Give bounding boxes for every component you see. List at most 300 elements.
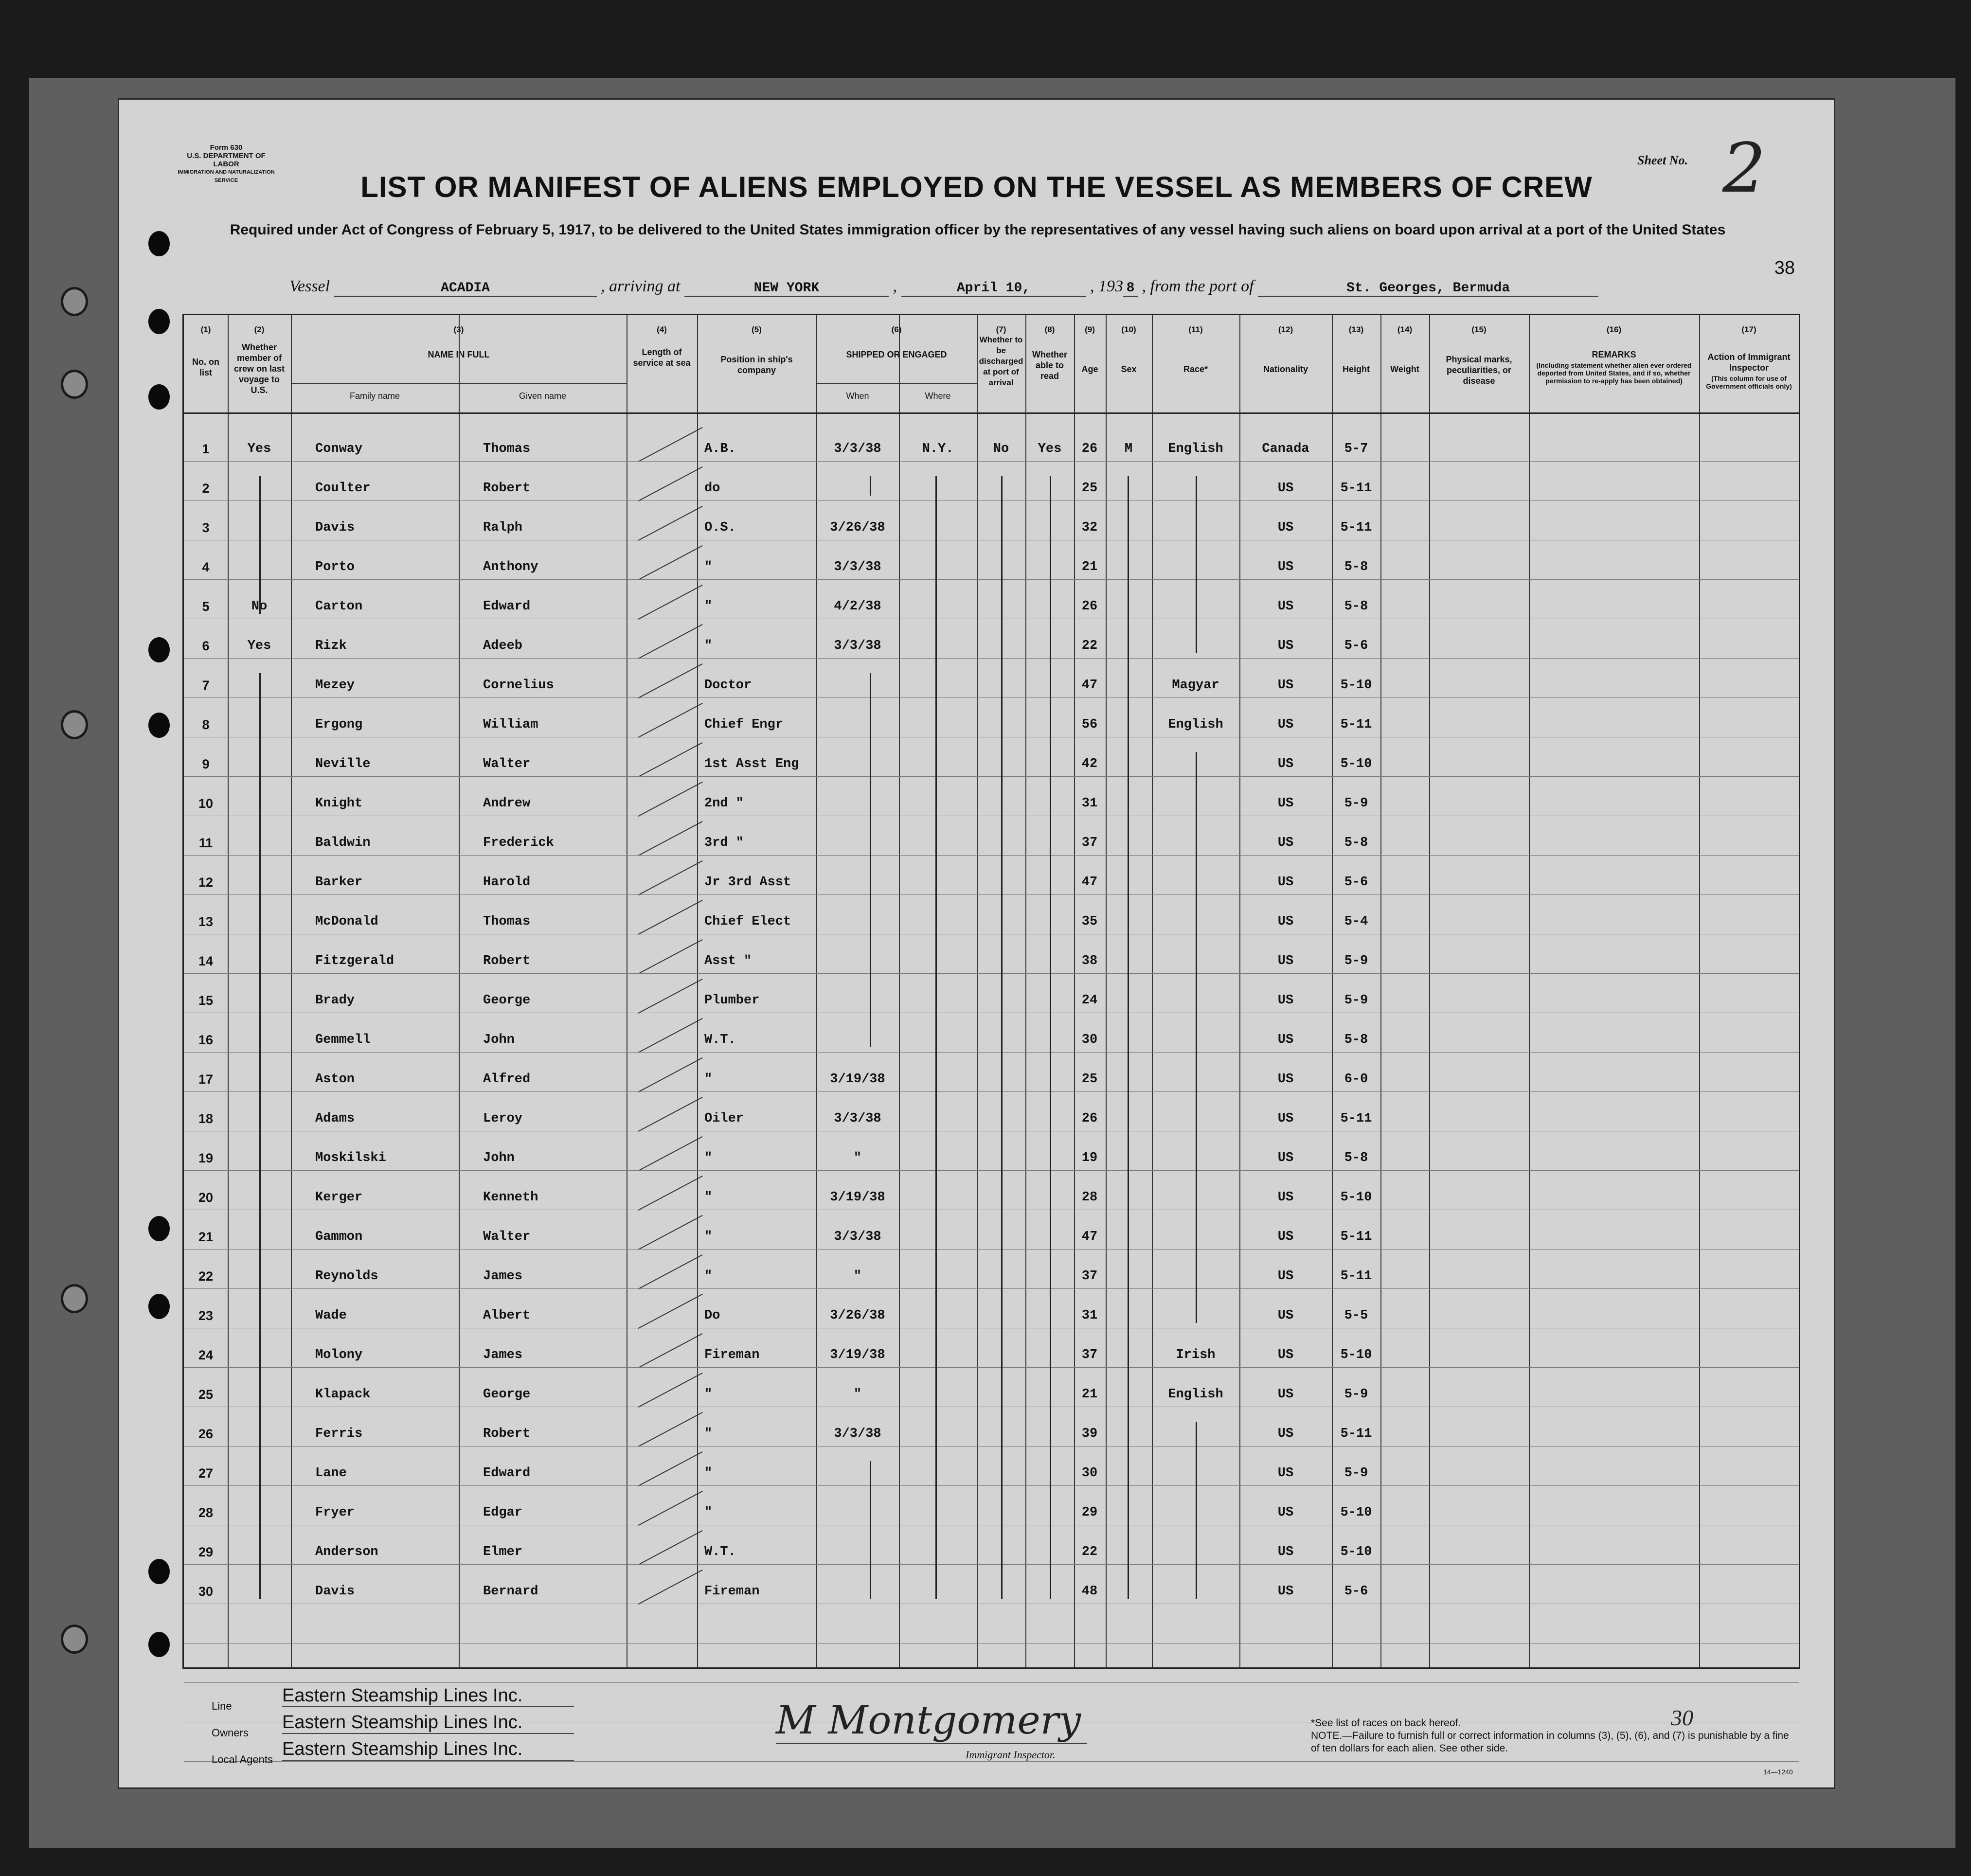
cell-when: " bbox=[853, 1269, 862, 1284]
departure-port: St. Georges, Bermuda bbox=[1258, 281, 1598, 297]
binder-ring bbox=[61, 1625, 88, 1654]
cell-position: " bbox=[704, 1466, 713, 1481]
punch-hole bbox=[148, 1632, 170, 1657]
cell-read: Yes bbox=[1038, 442, 1062, 456]
cell-no: 9 bbox=[202, 757, 210, 771]
cell-when: 3/3/38 bbox=[834, 1427, 881, 1441]
cell-no: 3 bbox=[202, 520, 210, 535]
cell-no: 15 bbox=[198, 993, 214, 1008]
vessel-label: Vessel bbox=[289, 277, 330, 295]
ditto-line bbox=[1196, 752, 1197, 1323]
cell-position: Chief Engr bbox=[704, 717, 784, 732]
cell-when: 4/2/38 bbox=[834, 599, 881, 614]
cell-nationality: US bbox=[1277, 993, 1294, 1008]
cell-nationality: US bbox=[1277, 1269, 1294, 1284]
cell-no: 1 bbox=[202, 442, 210, 456]
service-tick-mark bbox=[638, 506, 702, 541]
column-number: (14) bbox=[1397, 325, 1413, 334]
cell-position: Doctor bbox=[704, 678, 752, 693]
cell-when: 3/26/38 bbox=[830, 1308, 885, 1323]
cell-nationality: US bbox=[1277, 1151, 1294, 1165]
service-tick-mark bbox=[638, 1451, 702, 1486]
row-rule bbox=[184, 1564, 1799, 1565]
cell-given: Edward bbox=[483, 1466, 531, 1481]
ditto-line bbox=[259, 673, 261, 1599]
column-divider bbox=[291, 315, 292, 1667]
cell-no: 8 bbox=[202, 717, 210, 732]
service-tick-mark bbox=[638, 1491, 702, 1526]
cell-nationality: US bbox=[1277, 1111, 1294, 1126]
column-number: (11) bbox=[1188, 325, 1203, 334]
cell-family: Knight bbox=[315, 796, 363, 811]
row-rule bbox=[184, 1249, 1799, 1250]
races-note: *See list of races on back hereof. bbox=[1311, 1717, 1461, 1729]
cell-age: 31 bbox=[1081, 796, 1098, 811]
page-reference: 38 bbox=[1774, 258, 1795, 278]
cell-position: Do bbox=[704, 1308, 720, 1323]
cell-family: Wade bbox=[315, 1308, 347, 1323]
cell-age: 37 bbox=[1081, 836, 1098, 850]
cell-nationality: US bbox=[1277, 560, 1294, 574]
cell-position: " bbox=[704, 1387, 713, 1402]
cell-age: 38 bbox=[1081, 954, 1098, 968]
cell-given: Adeeb bbox=[483, 639, 523, 653]
cell-height: 5-10 bbox=[1340, 757, 1372, 771]
column-number: (1) bbox=[200, 325, 211, 334]
cell-family: Davis bbox=[315, 520, 355, 535]
column-divider bbox=[1699, 315, 1700, 1667]
cell-position: " bbox=[704, 1505, 713, 1520]
cell-age: 48 bbox=[1081, 1584, 1098, 1599]
cell-no: 10 bbox=[198, 796, 214, 811]
header-bottom-rule bbox=[184, 412, 1799, 414]
cell-given: Leroy bbox=[483, 1111, 523, 1126]
column-number: (8) bbox=[1044, 325, 1055, 334]
cell-no: 18 bbox=[198, 1111, 214, 1126]
cell-position: 1st Asst Eng bbox=[704, 757, 799, 771]
cell-age: 21 bbox=[1081, 560, 1098, 574]
service-tick-mark bbox=[638, 1018, 702, 1053]
cell-family: Adams bbox=[315, 1111, 355, 1126]
vessel-name: ACADIA bbox=[334, 281, 597, 297]
cell-when: " bbox=[853, 1387, 862, 1402]
cell-position: 2nd " bbox=[704, 796, 744, 811]
cell-no: 7 bbox=[202, 678, 210, 693]
column-divider bbox=[1239, 315, 1240, 1667]
column-divider bbox=[899, 315, 900, 1667]
ditto-line bbox=[870, 476, 871, 496]
cell-height: 5-6 bbox=[1344, 639, 1368, 653]
column-header-action: Action of Immigrant Inspector bbox=[1707, 352, 1791, 373]
cell-family: Barker bbox=[315, 875, 363, 890]
cell-given: Walter bbox=[483, 757, 531, 771]
cell-no: 21 bbox=[198, 1230, 214, 1244]
column-header-shipped: SHIPPED OR ENGAGED bbox=[846, 350, 947, 359]
cell-height: 5-6 bbox=[1344, 1584, 1368, 1599]
column-header-prior-crew: Whether member of crew on last voyage to U.S. bbox=[233, 342, 285, 395]
cell-nationality: US bbox=[1277, 1190, 1294, 1205]
punch-hole bbox=[148, 1216, 170, 1241]
cell-nationality: US bbox=[1277, 481, 1294, 496]
column-header-physical-marks: Physical marks, peculiarities, or disease bbox=[1446, 355, 1512, 386]
cell-position: Plumber bbox=[704, 993, 760, 1008]
cell-no: 30 bbox=[198, 1584, 214, 1599]
cell-family: Mezey bbox=[315, 678, 355, 693]
column-divider bbox=[1429, 315, 1430, 1667]
column-number: (4) bbox=[657, 325, 667, 334]
cell-crew: Yes bbox=[247, 442, 271, 456]
cell-nationality: US bbox=[1277, 1308, 1294, 1323]
cell-age: 47 bbox=[1081, 1230, 1098, 1244]
cell-position: " bbox=[704, 1427, 713, 1441]
cell-no: 13 bbox=[198, 914, 214, 929]
cell-no: 6 bbox=[202, 639, 210, 653]
from-label: , from the port of bbox=[1142, 277, 1254, 295]
header-divider bbox=[816, 383, 977, 384]
column-divider bbox=[1025, 315, 1026, 1667]
cell-when: 3/3/38 bbox=[834, 639, 881, 653]
cell-given: Robert bbox=[483, 481, 531, 496]
cell-family: McDonald bbox=[315, 914, 378, 929]
cell-position: A.B. bbox=[704, 442, 736, 456]
form-reference: 14—1240 bbox=[1763, 1768, 1793, 1776]
cell-given: Ralph bbox=[483, 520, 523, 535]
service-tick-mark bbox=[638, 900, 702, 935]
service-tick-mark bbox=[638, 427, 702, 462]
cell-nationality: US bbox=[1277, 757, 1294, 771]
column-header-service: Length of service at sea bbox=[633, 347, 691, 368]
cell-height: 5-5 bbox=[1344, 1308, 1368, 1323]
cell-family: Gemmell bbox=[315, 1033, 371, 1047]
row-rule bbox=[184, 1170, 1799, 1171]
row-rule bbox=[184, 973, 1799, 974]
cell-position: Chief Elect bbox=[704, 914, 791, 929]
cell-nationality: US bbox=[1277, 1505, 1294, 1520]
column-header-family-name: Family name bbox=[349, 391, 400, 401]
cell-height: 5-7 bbox=[1344, 442, 1368, 456]
row-rule bbox=[184, 894, 1799, 895]
cell-position: Fireman bbox=[704, 1348, 760, 1362]
column-header-read: Whether able to read bbox=[1032, 350, 1067, 381]
cell-family: Ferris bbox=[315, 1427, 363, 1441]
service-tick-mark bbox=[638, 1057, 702, 1092]
cell-when: 3/26/38 bbox=[830, 520, 885, 535]
cell-nationality: US bbox=[1277, 678, 1294, 693]
cell-family: Ergong bbox=[315, 717, 363, 732]
column-divider bbox=[1380, 315, 1381, 1667]
column-header-age: Age bbox=[1081, 364, 1098, 374]
line-value: Eastern Steamship Lines Inc. bbox=[282, 1685, 574, 1707]
cell-given: Edward bbox=[483, 599, 531, 614]
column-header-discharged: Whether to be discharged at port of arrival bbox=[979, 335, 1023, 387]
cell-when: 3/3/38 bbox=[834, 1111, 881, 1126]
row-rule bbox=[184, 461, 1799, 462]
cell-family: Lane bbox=[315, 1466, 347, 1481]
service-tick-mark bbox=[638, 1530, 702, 1565]
cell-nationality: US bbox=[1277, 1427, 1294, 1441]
column-divider bbox=[459, 315, 460, 1667]
cell-height: 5-10 bbox=[1340, 1545, 1372, 1559]
cell-given: Andrew bbox=[483, 796, 531, 811]
cell-family: Klapack bbox=[315, 1387, 371, 1402]
cell-position: " bbox=[704, 1230, 713, 1244]
cell-height: 5-10 bbox=[1340, 1190, 1372, 1205]
fine-note: NOTE.—Failure to furnish full or correct information in columns (3), (5), (6), and (7) is punishable by a fine of ten dollars for each alien. See other side. bbox=[1311, 1730, 1789, 1754]
sheet-label: Sheet No. bbox=[1637, 153, 1688, 167]
cell-given: Kenneth bbox=[483, 1190, 538, 1205]
punch-hole bbox=[148, 1294, 170, 1319]
column-number: (16) bbox=[1606, 325, 1622, 334]
cell-given: Robert bbox=[483, 1427, 531, 1441]
cell-height: 5-8 bbox=[1344, 1151, 1368, 1165]
row-rule bbox=[184, 697, 1799, 698]
cell-when: " bbox=[853, 1151, 862, 1165]
cell-no: 28 bbox=[198, 1505, 214, 1520]
cell-height: 5-11 bbox=[1340, 717, 1372, 732]
cell-age: 37 bbox=[1081, 1348, 1098, 1362]
agents-value: Eastern Steamship Lines Inc. bbox=[282, 1739, 574, 1761]
service-tick-mark bbox=[638, 1570, 702, 1605]
cell-age: 30 bbox=[1081, 1466, 1098, 1481]
row-rule bbox=[184, 1367, 1799, 1368]
cell-given: Albert bbox=[483, 1308, 531, 1323]
column-header-remarks: REMARKS bbox=[1592, 350, 1636, 359]
cell-given: Frederick bbox=[483, 836, 554, 850]
service-tick-mark bbox=[638, 782, 702, 817]
cell-position: 3rd " bbox=[704, 836, 744, 850]
column-divider bbox=[977, 315, 978, 1667]
form-number: Form 630 bbox=[210, 143, 243, 152]
cell-nationality: US bbox=[1277, 954, 1294, 968]
line-label: Line bbox=[212, 1700, 232, 1712]
cell-height: 5-6 bbox=[1344, 875, 1368, 890]
cell-height: 5-11 bbox=[1340, 1230, 1372, 1244]
row-rule bbox=[184, 1052, 1799, 1053]
service-name: IMMIGRATION AND NATURALIZATION SERVICE bbox=[178, 169, 275, 183]
agents-label: Local Agents bbox=[212, 1753, 273, 1766]
cell-age: 22 bbox=[1081, 1545, 1098, 1559]
binder-ring bbox=[61, 1284, 88, 1313]
cell-race: English bbox=[1168, 1387, 1223, 1402]
cell-given: John bbox=[483, 1033, 515, 1047]
column-header-remarks-note: (Including statement whether alien ever ordered deported from United States, and if so, whether permission to re-apply has been obtained) bbox=[1536, 361, 1692, 385]
column-header-position: Position in ship's company bbox=[720, 355, 793, 375]
column-header-height: Height bbox=[1343, 364, 1370, 374]
column-header-given-name: Given name bbox=[519, 391, 567, 401]
cell-when: 3/19/38 bbox=[830, 1072, 885, 1087]
service-tick-mark bbox=[638, 860, 702, 895]
cell-family: Gammon bbox=[315, 1230, 363, 1244]
service-tick-mark bbox=[638, 1176, 702, 1211]
service-tick-mark bbox=[638, 585, 702, 620]
cell-no: 25 bbox=[198, 1387, 214, 1402]
service-tick-mark bbox=[638, 1254, 702, 1289]
cell-height: 5-9 bbox=[1344, 1387, 1368, 1402]
column-number: (17) bbox=[1741, 325, 1756, 334]
cell-position: " bbox=[704, 599, 713, 614]
row-rule bbox=[184, 776, 1799, 777]
cell-race: Magyar bbox=[1172, 678, 1219, 693]
service-tick-mark bbox=[638, 1412, 702, 1447]
cell-age: 24 bbox=[1081, 993, 1098, 1008]
cell-race: English bbox=[1168, 717, 1223, 732]
cell-age: 26 bbox=[1081, 442, 1098, 456]
cell-no: 12 bbox=[198, 875, 214, 890]
column-header-no: No. on list bbox=[192, 357, 219, 377]
cell-no: 27 bbox=[198, 1466, 214, 1481]
cell-nationality: US bbox=[1277, 1466, 1294, 1481]
crew-tally: 30 bbox=[1671, 1705, 1693, 1730]
cell-position: Oiler bbox=[704, 1111, 744, 1126]
punch-hole bbox=[148, 1559, 170, 1584]
column-number: (7) bbox=[996, 325, 1006, 334]
punch-hole bbox=[148, 637, 170, 662]
page-title: LIST OR MANIFEST OF ALIENS EMPLOYED ON THE VESSEL AS MEMBERS OF CREW bbox=[360, 171, 1593, 203]
cell-height: 5-10 bbox=[1340, 1348, 1372, 1362]
cell-family: Conway bbox=[315, 442, 363, 456]
column-number: (12) bbox=[1278, 325, 1293, 334]
column-number: (2) bbox=[254, 325, 265, 334]
column-number: (6) bbox=[891, 325, 902, 334]
cell-age: 25 bbox=[1081, 481, 1098, 496]
cell-discharged: No bbox=[993, 442, 1009, 456]
cell-height: 5-8 bbox=[1344, 836, 1368, 850]
service-tick-mark bbox=[638, 466, 702, 501]
cell-height: 5-8 bbox=[1344, 599, 1368, 614]
cell-age: 26 bbox=[1081, 1111, 1098, 1126]
service-tick-mark bbox=[638, 742, 702, 777]
column-number: (9) bbox=[1085, 325, 1095, 334]
cell-height: 5-9 bbox=[1344, 796, 1368, 811]
cell-given: William bbox=[483, 717, 538, 732]
row-rule bbox=[184, 1643, 1799, 1644]
cell-age: 29 bbox=[1081, 1505, 1098, 1520]
cell-nationality: US bbox=[1277, 599, 1294, 614]
cell-given: Thomas bbox=[483, 442, 531, 456]
cell-nationality: US bbox=[1277, 914, 1294, 929]
ditto-line bbox=[1001, 476, 1003, 1599]
cell-given: Harold bbox=[483, 875, 531, 890]
column-divider bbox=[1332, 315, 1333, 1667]
cell-position: " bbox=[704, 560, 713, 574]
cell-family: Fryer bbox=[315, 1505, 355, 1520]
cell-given: Edgar bbox=[483, 1505, 523, 1520]
cell-position: Jr 3rd Asst bbox=[704, 875, 791, 890]
cell-given: James bbox=[483, 1348, 523, 1362]
cell-position: " bbox=[704, 1269, 713, 1284]
service-tick-mark bbox=[638, 703, 702, 738]
service-tick-mark bbox=[638, 663, 702, 698]
cell-given: John bbox=[483, 1151, 515, 1165]
row-rule bbox=[184, 1446, 1799, 1447]
owners-value: Eastern Steamship Lines Inc. bbox=[282, 1712, 574, 1734]
ditto-line bbox=[1128, 476, 1129, 1599]
cell-age: 31 bbox=[1081, 1308, 1098, 1323]
cell-given: Cornelius bbox=[483, 678, 554, 693]
column-divider bbox=[228, 315, 229, 1667]
service-tick-mark bbox=[638, 1333, 702, 1368]
cell-height: 5-9 bbox=[1344, 993, 1368, 1008]
ditto-line bbox=[259, 476, 261, 614]
service-tick-mark bbox=[638, 1097, 702, 1132]
punch-hole bbox=[148, 384, 170, 410]
cell-nationality: US bbox=[1277, 1387, 1294, 1402]
cell-nationality: US bbox=[1277, 717, 1294, 732]
ditto-line bbox=[1196, 1422, 1197, 1599]
cell-race: English bbox=[1168, 442, 1223, 456]
row-rule bbox=[184, 1485, 1799, 1486]
cell-age: 42 bbox=[1081, 757, 1098, 771]
cell-height: 5-10 bbox=[1340, 1505, 1372, 1520]
cell-height: 6-0 bbox=[1344, 1072, 1368, 1087]
ditto-line bbox=[1050, 476, 1051, 1599]
service-tick-mark bbox=[638, 1215, 702, 1250]
year-label: , 193 bbox=[1090, 277, 1123, 295]
inspector-signature: M Montgomery bbox=[776, 1697, 1087, 1744]
service-tick-mark bbox=[638, 1136, 702, 1171]
cell-height: 5-11 bbox=[1340, 520, 1372, 535]
ditto-line bbox=[870, 1461, 871, 1599]
cell-no: 11 bbox=[198, 836, 213, 850]
column-number: (5) bbox=[752, 325, 762, 334]
cell-crew: No bbox=[251, 599, 268, 614]
cell-given: Walter bbox=[483, 1230, 531, 1244]
cell-height: 5-9 bbox=[1344, 954, 1368, 968]
column-number: (3) bbox=[453, 325, 464, 334]
arrival-year: 8 bbox=[1123, 281, 1138, 297]
column-divider bbox=[1106, 315, 1107, 1667]
voyage-line: Vessel ACADIA , arriving at NEW YORK , April 10, , 193 8 , from the port of St. Georges, Bermuda bbox=[289, 277, 1598, 297]
cell-age: 26 bbox=[1081, 599, 1098, 614]
cell-when: 3/3/38 bbox=[834, 560, 881, 574]
cell-family: Carton bbox=[315, 599, 363, 614]
cell-nationality: Canada bbox=[1262, 442, 1309, 456]
cell-no: 5 bbox=[202, 599, 210, 614]
cell-family: Baldwin bbox=[315, 836, 371, 850]
cell-when: 3/19/38 bbox=[830, 1190, 885, 1205]
cell-height: 5-11 bbox=[1340, 1269, 1372, 1284]
cell-height: 5-10 bbox=[1340, 678, 1372, 693]
cell-age: 39 bbox=[1081, 1427, 1098, 1441]
service-tick-mark bbox=[638, 545, 702, 580]
punch-hole bbox=[148, 231, 170, 256]
cell-position: O.S. bbox=[704, 520, 736, 535]
service-tick-mark bbox=[638, 1294, 702, 1329]
cell-no: 22 bbox=[198, 1269, 214, 1284]
cell-age: 25 bbox=[1081, 1072, 1098, 1087]
cell-no: 2 bbox=[202, 481, 210, 496]
cell-nationality: US bbox=[1277, 1348, 1294, 1362]
cell-nationality: US bbox=[1277, 1072, 1294, 1087]
cell-age: 35 bbox=[1081, 914, 1098, 929]
department-name: U.S. DEPARTMENT OF LABOR bbox=[187, 152, 266, 168]
cell-height: 5-8 bbox=[1344, 560, 1368, 574]
row-rule bbox=[184, 579, 1799, 580]
binder-ring bbox=[61, 370, 88, 399]
cell-family: Porto bbox=[315, 560, 355, 574]
cell-no: 26 bbox=[198, 1427, 214, 1441]
crew-table bbox=[182, 314, 1800, 1669]
cell-given: James bbox=[483, 1269, 523, 1284]
cell-given: Alfred bbox=[483, 1072, 531, 1087]
cell-position: " bbox=[704, 1190, 713, 1205]
column-divider bbox=[697, 315, 698, 1667]
cell-given: George bbox=[483, 1387, 531, 1402]
cell-where: N.Y. bbox=[922, 442, 954, 456]
cell-nationality: US bbox=[1277, 639, 1294, 653]
cell-position: " bbox=[704, 639, 713, 653]
cell-given: Elmer bbox=[483, 1545, 523, 1559]
